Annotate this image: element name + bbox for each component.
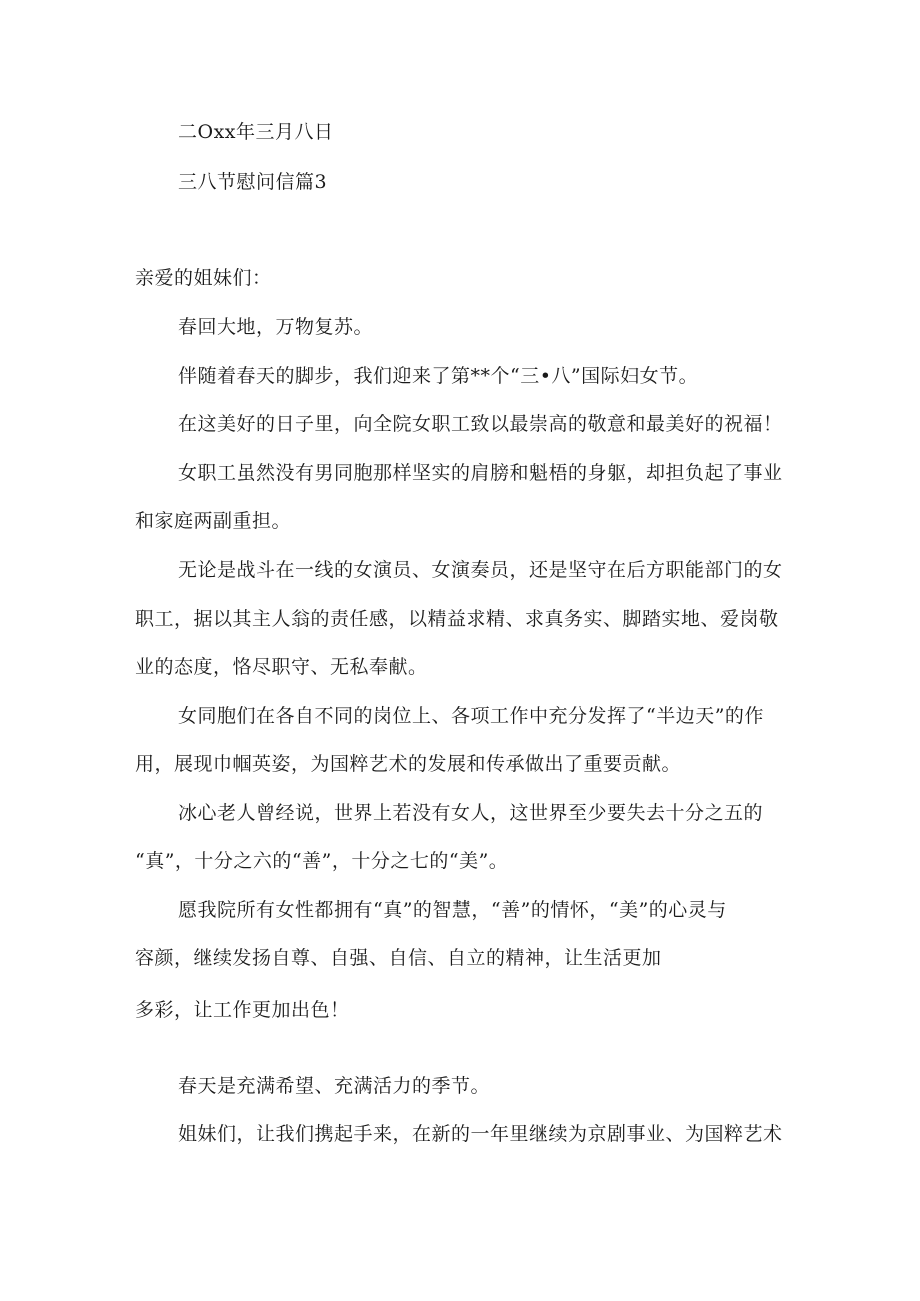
text-line: 用，展现巾帼英姿，为国粹艺术的发展和传承做出了重要贡献。 [135,753,682,775]
text-line: 无论是战斗在一线的女演员、女演奏员，还是坚守在后方职能部门的女 [178,559,783,581]
letter-date: 二Oxx年三月八日 [178,121,334,143]
letter-salutation: 亲爱的姐妹们： [135,267,272,289]
text-line: 伴随着春天的脚步，我们迎来了第**个“三•八”国际妇女节。 [178,365,699,387]
text-line: 春回大地，万物复苏。 [178,316,374,338]
text-line: 愿我院所有女性都拥有“真”的智慧，“善”的情怀，“美”的心灵与 [178,899,727,921]
text-line: 多彩，让工作更加出色！ [135,999,350,1021]
text-line: 女职工虽然没有男同胞那样坚实的肩膀和魁梧的身躯，却担负起了事业 [178,462,783,484]
text-line: 容颜，继续发扬自尊、自强、自信、自立的精神，让生活更加 [135,947,662,969]
text-line: 职工，据以其主人翁的责任感，以精益求精、求真务实、脚踏实地、爱岗敬 [135,608,779,630]
text-line: 春天是充满希望、充满活力的季节。 [178,1075,491,1097]
text-line: 姐妹们，让我们携起手来，在新的一年里继续为京剧事业、为国粹艺术 [178,1123,783,1145]
letter-title: 三八节慰问信篇3 [178,171,328,193]
text-line: 业的态度，恪尽职守、无私奉献。 [135,656,428,678]
text-line: 在这美好的日子里，向全院女职工致以最崇高的敬意和最美好的祝福！ [178,413,783,435]
text-line: “真”，十分之六的“善”，十分之七的“美”。 [135,850,509,872]
text-line: 冰心老人曾经说，世界上若没有女人，这世界至少要失去十分之五的 [178,802,764,824]
text-line: 女同胞们在各自不同的岗位上、各项工作中充分发挥了“半边天”的作 [178,705,764,727]
text-line: 和家庭两副重担。 [135,510,292,532]
